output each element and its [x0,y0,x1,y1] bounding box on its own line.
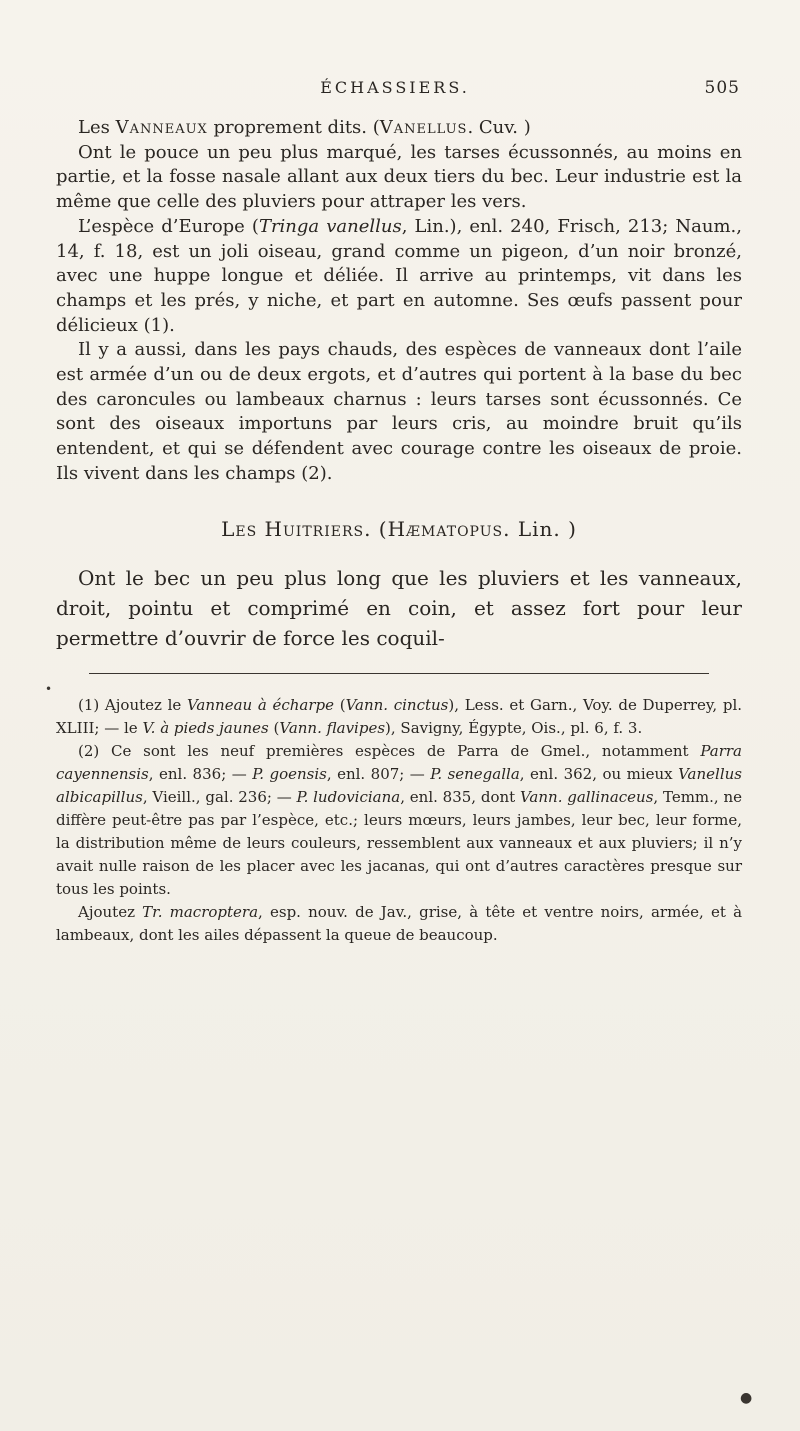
italic-span: Tr. macroptera [142,902,259,921]
heading-name: Vanneaux [115,117,208,138]
text-span: L’espèce d’Europe ( [78,215,259,237]
page-number: 505 [704,78,740,98]
page-header [50,78,740,102]
text-span: ( [334,695,346,714]
italic-span: P. senegalla [430,764,520,783]
italic-span: Vann. flavipes [279,718,386,737]
body-text [56,116,742,947]
italic-span: P. goensis [252,764,327,783]
text-span: , enl. 807; — [326,764,431,783]
footnote-2 [56,740,742,901]
text-span: (1) Ajoutez le [78,695,187,714]
paragraph-hot-countries: Il y a aussi, dans les pays chauds, des espèces de vanneaux dont l’aile est armée d’un ou de deux ergots, et d’autres qui portent à la base du bec des caroncules ou lambeaux charnus : leurs tarses sont écussonnés. Ce sont des oiseaux importuns par leurs cris, au moindre bruit qu’ils entendent, et qui se défendent avec courage contre les oiseaux de proie. Ils vivent dans les champs (2). [56,339,742,484]
text-span: , enl. 836; — [148,764,253,783]
text-span: ), Less. et Garn., Voy. de Duperrey, pl. XLIII; — le [56,695,743,737]
italic-span: P. ludoviciana [296,787,401,806]
section-heading-huitriers [56,517,742,541]
italic-span: Parra cayennensis [56,741,742,783]
running-title: ÉCHASSIERS. [320,78,470,97]
text-span: (2) Ce sont les neuf premières espèces de Parra de Gmel., notamment [78,741,701,760]
italic-span: Vanneau à écharpe [186,695,335,714]
text-span: , Lin.), enl. 240, Frisch, 213; Naum., 14, f. 18, est un joli oiseau, grand comme un pigeon, d’un noir bronzé, avec une huppe longue et déliée. Il arrive au printemps, vit dans les champs et les prés, y niche, et part en automne. Ses œufs passent pour délicieux (1). [56,215,742,336]
text-span: Ajoutez [78,902,143,921]
heading-prefix: Les [78,117,116,138]
italic-span: Vann. cinctus [345,695,449,714]
text-span: , Vieill., gal. 236; — [142,787,297,806]
footnote-2-addition [56,901,742,947]
margin-speck: ● [740,1390,753,1406]
paragraph-european-species [56,215,742,339]
text-span: , Temm., ne diffère peut-être pas par l’espèce, etc.; leurs mœurs, leurs jambes, leur bec, leur forme, la distribution même de leurs couleurs, ressemblent aux vanneaux et aux pluviers; il n’y avait nulle raison de les placer avec les jacanas, qui ont d’autres caractères presque sur tous les points. [56,787,742,898]
text-span: , enl. 835, dont [400,787,520,806]
text-span: , enl. 362, ou mieux [519,764,679,783]
footnotes [56,694,742,947]
heading-middle: proprement dits. ( [207,117,380,138]
section-heading-vanneaux [56,116,742,141]
heading-suffix: . Cuv. ) [467,117,531,138]
paragraph-vanneaux-traits: Ont le pouce un peu plus marqué, les tarses écussonnés, au moins en partie, et la fosse nasale allant aux deux tiers du bec. Leur industrie est la même que celle des pluviers pour attraper les vers. [56,141,742,213]
footnote-divider [89,673,709,674]
text-span: , esp. nouv. de Jav., grise, à tête et ventre noirs, armée, et à lambeaux, dont les ailes dépassent la queue de beaucoup. [56,902,743,944]
italic-span: Vanellus albicapillus [56,764,742,806]
text-span: ( [268,718,280,737]
heading-text: Les Huitriers. ( [221,516,388,541]
italic-span: V. à pieds jaunes [142,718,269,737]
italic-span: Vann. gallinaceus [519,787,654,806]
margin-speck: • [45,682,53,696]
heading-latin: Vanellus [379,117,468,138]
heading-latin: Hæmatopus [387,516,504,541]
footnote-1 [56,694,742,740]
text-span: ), Savigny, Égypte, Ois., pl. 6, f. 3. [385,718,643,737]
paragraph-huitriers: Ont le bec un peu plus long que les pluviers et les vanneaux, droit, pointu et comprimé en coin, et assez fort pour leur permettre d’ouvrir de force les coquil- [56,565,742,650]
latin-name: Tringa vanellus [258,215,402,237]
heading-suffix: . Lin. ) [503,516,577,541]
